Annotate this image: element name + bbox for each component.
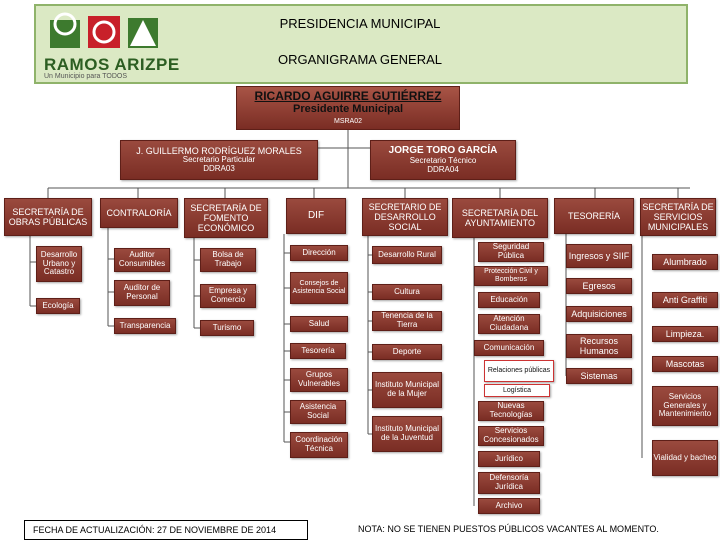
logo-emblem: [44, 10, 180, 52]
item-proteccion-civil: Protección Civil y Bomberos: [474, 266, 548, 286]
secretary-tecnico-code: DDRA04: [427, 164, 459, 174]
item-vialidad-bacheo: Vialidad y bacheo: [652, 440, 718, 476]
president-title: Presidente Municipal: [292, 103, 404, 115]
item-seguridad-publica: Seguridad Pública: [478, 242, 544, 262]
item-alumbrado: Alumbrado: [652, 254, 718, 270]
item-ecologia: Ecología: [36, 298, 80, 314]
head-servicios: SECRETARÍA DE SERVICIOS MUNICIPALES: [640, 198, 716, 236]
item-transparencia: Transparencia: [114, 318, 176, 334]
item-auditor-personal: Auditor de Personal: [114, 280, 170, 306]
item-educacion: Educación: [478, 292, 540, 308]
item-comunicacion: Comunicación: [474, 340, 544, 356]
head-contraloria: CONTRALORÍA: [100, 198, 178, 228]
update-date-bar: FECHA DE ACTUALIZACIÓN: 27 DE NOVIEMBRE DE 2014: [24, 520, 308, 540]
secretary-tecnico-title: Secretario Técnico: [409, 155, 477, 165]
item-servicios-concesionados: Servicios Concesionados: [478, 426, 544, 446]
item-relaciones-publicas: Relaciones públicas: [484, 360, 554, 382]
item-grupos-vulnerables: Grupos Vulnerables: [290, 368, 348, 392]
item-tesoreria-dif: Tesorería: [290, 343, 346, 359]
item-turismo: Turismo: [200, 320, 254, 336]
secretary-particular-code: DDRA03: [203, 164, 235, 174]
item-ingresos-siif: Ingresos y SIIF: [566, 244, 632, 268]
item-mascotas: Mascotas: [652, 356, 718, 372]
president-code: MSRA02: [333, 118, 362, 125]
item-instituto-juventud: Instituto Municipal de la Juventud: [372, 416, 442, 452]
item-servicios-generales: Servicios Generales y Mantenimiento: [652, 386, 718, 426]
item-tenencia-tierra: Tenencia de la Tierra: [372, 311, 442, 331]
head-dif: DIF: [286, 198, 346, 234]
item-anti-graffiti: Anti Graffiti: [652, 292, 718, 308]
item-cultura: Cultura: [372, 284, 442, 300]
head-fomento: SECRETARÍA DE FOMENTO ECONÓMICO: [184, 198, 268, 238]
item-instituto-mujer: Instituto Municipal de la Mujer: [372, 372, 442, 408]
item-bolsa-trabajo: Bolsa de Trabajo: [200, 248, 256, 272]
item-salud: Salud: [290, 316, 348, 332]
item-archivo: Archivo: [478, 498, 540, 514]
secretary-particular-name: J. GUILLERMO RODRÍGUEZ MORALES: [136, 146, 302, 156]
head-tesoreria: TESORERÍA: [554, 198, 634, 234]
secretary-particular-title: Secretario Particular: [182, 155, 256, 165]
page-title: PRESIDENCIA MUNICIPAL: [279, 16, 441, 31]
item-desarrollo-rural: Desarrollo Rural: [372, 246, 442, 264]
item-recursos-humanos: Recursos Humanos: [566, 334, 632, 358]
secretary-tecnico-box: [370, 140, 516, 180]
item-nuevas-tecnologias: Nuevas Tecnologías: [478, 401, 544, 421]
item-juridico: Jurídico: [478, 451, 540, 467]
item-adquisiciones: Adquisiciones: [566, 306, 632, 322]
item-consejos: Consejos de Asistencia Social: [290, 272, 348, 304]
head-obras: SECRETARÍA DE OBRAS PÚBLICAS: [4, 198, 92, 236]
page-subtitle: ORGANIGRAMA GENERAL: [278, 52, 442, 67]
logo-tagline: Un Municipio para TODOS: [44, 73, 127, 80]
secretary-particular-box: [120, 140, 318, 180]
item-egresos: Egresos: [566, 278, 632, 294]
head-desarrollo: SECRETARIO DE DESARROLLO SOCIAL: [362, 198, 448, 236]
logo: [44, 10, 180, 80]
item-defensoria-juridica: Defensoría Jurídica: [478, 472, 540, 494]
item-sistemas: Sistemas: [566, 368, 632, 384]
item-limpieza: Limpieza.: [652, 326, 718, 342]
item-auditor-consumibles: Auditor Consumibles: [114, 248, 170, 272]
item-asistencia-social: Asistencia Social: [290, 400, 346, 424]
item-empresa-comercio: Empresa y Comercio: [200, 284, 256, 308]
item-deporte: Deporte: [372, 344, 442, 360]
president-box: [236, 86, 460, 130]
item-logistica: Logística: [484, 384, 550, 397]
item-atencion-ciudadana: Atención Ciudadana: [478, 314, 540, 334]
head-ayuntamiento: SECRETARÍA DEL AYUNTAMIENTO: [452, 198, 548, 238]
item-desarrollo-urbano: Desarrollo Urbano y Catastro: [36, 246, 82, 282]
secretary-tecnico-name: JORGE TORO GARCÍA: [388, 145, 498, 157]
logo-text: RAMOS ARIZPE: [44, 55, 180, 74]
item-coordinacion-tecnica: Coordinación Técnica: [290, 432, 348, 458]
vacancy-note: NOTA: NO SE TIENEN PUESTOS PÚBLICOS VACANTES AL MOMENTO.: [358, 524, 659, 534]
president-name: RICARDO AGUIRRE GUTIÉRREZ: [254, 89, 442, 103]
item-direccion: Dirección: [290, 245, 348, 261]
